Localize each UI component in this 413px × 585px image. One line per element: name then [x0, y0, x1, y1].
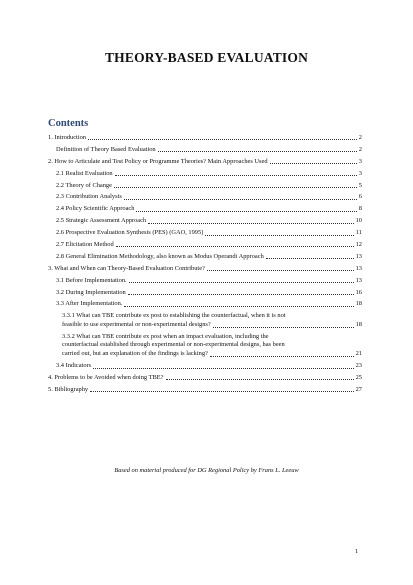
toc-entry-section-3[interactable] [48, 265, 362, 273]
table-of-contents [48, 134, 362, 398]
toc-entry-3-2[interactable] [48, 289, 362, 297]
toc-label: 2.7 Elicitation Method [56, 241, 114, 249]
toc-entry-2-6[interactable] [48, 229, 362, 237]
toc-label-line: 3.3.1 What can TBE contribute ex post to establishing the counterfactual, when it is not [62, 312, 286, 320]
toc-label: 3.3 After Implementation. [56, 300, 123, 308]
toc-page: 2 [358, 134, 362, 141]
toc-page: 6 [358, 193, 362, 201]
toc-page: 25 [355, 374, 362, 382]
toc-entry-2-4[interactable] [48, 205, 362, 213]
toc-label: 2.2 Theory of Change [56, 181, 112, 189]
document-title: THEORY-BASED EVALUATION [104, 50, 309, 65]
page-number: 1 [355, 548, 359, 555]
toc-label-line: counterfactual established through experimental or non-experimental designs, has been [62, 341, 285, 349]
toc-page: 8 [358, 205, 362, 213]
toc-page: 13 [355, 252, 362, 260]
toc-label: 2.6 Prospective Evaluation Synthesis (PES) (GAO, 1995) [56, 229, 204, 237]
toc-entry-3-4[interactable] [48, 362, 362, 370]
toc-page: 3 [358, 169, 362, 177]
toc-page: 2 [358, 145, 362, 153]
toc-entry-2-8[interactable] [48, 253, 362, 261]
toc-label: 2. How to Articulate and Test Policy or Programme Theories? Main Approaches Used [48, 157, 268, 165]
toc-page: 18 [355, 300, 362, 308]
toc-page: 13 [355, 276, 362, 284]
toc-label: 2.4 Policy Scientific Approach [56, 205, 135, 213]
toc-label-line: feasible to use experimental or non-experimental designs? [62, 320, 211, 328]
toc-label: 3.4 Indicators [56, 362, 92, 370]
toc-entry-2-5[interactable] [48, 217, 362, 225]
toc-label-line: carried out, but an explanation of the findings is lacking? [62, 349, 208, 357]
toc-label-line: 3.3.2 What can TBE contribute ex post when an impact evaluation, including the [62, 333, 269, 341]
toc-label: Definition of Theory Based Evaluation [56, 145, 156, 153]
toc-label: 2.5 Strategic Assessment Approach [56, 217, 147, 225]
toc-page: 27 [355, 385, 362, 393]
toc-entry-3-1[interactable] [48, 277, 362, 285]
toc-label: 3. What and When can Theory-Based Evaluation Contribute? [48, 264, 205, 272]
toc-label: 1. Introduction [48, 134, 86, 141]
toc-label: 3.1 Before Implementation. [56, 276, 127, 284]
toc-entry-section-2[interactable] [48, 158, 362, 166]
contents-heading: Contents [48, 118, 89, 129]
toc-page: 13 [355, 264, 362, 272]
toc-entry-3-3[interactable] [48, 300, 362, 308]
attribution-note: Based on material produced for DG Regional Policy by Frans L. Leeuw [114, 467, 299, 474]
toc-entry-2-1[interactable] [48, 170, 362, 178]
toc-page: 21 [355, 349, 362, 357]
toc-page: 5 [358, 181, 362, 189]
toc-entry-definition[interactable] [48, 146, 362, 154]
toc-page: 23 [355, 362, 362, 370]
toc-page: 3 [358, 157, 362, 165]
toc-entry-3-3-1[interactable] [48, 312, 362, 329]
toc-entry-introduction[interactable] [48, 134, 362, 142]
toc-page: 11 [355, 229, 362, 237]
toc-entry-2-3[interactable] [48, 193, 362, 201]
toc-page: 12 [355, 241, 362, 249]
toc-entry-section-5[interactable] [48, 386, 362, 394]
toc-page: 16 [355, 288, 362, 296]
toc-label: 5. Bibliography [48, 385, 89, 393]
toc-entry-2-2[interactable] [48, 182, 362, 190]
toc-page: 10 [355, 217, 362, 225]
toc-label: 2.1 Realist Evaluation [56, 169, 113, 177]
toc-entry-section-4[interactable] [48, 374, 362, 382]
toc-label: 3.2 During Implementation [56, 288, 126, 296]
toc-label: 2.8 General Elimination Methodology, also known as Modus Operandi Approach [56, 252, 264, 260]
toc-entry-2-7[interactable] [48, 241, 362, 249]
toc-page: 18 [355, 320, 362, 328]
toc-label: 4. Problems to be Avoided when doing TBE? [48, 374, 164, 382]
toc-label: 2.3 Contribution Analysis [56, 193, 122, 201]
toc-entry-3-3-2[interactable] [48, 333, 362, 358]
